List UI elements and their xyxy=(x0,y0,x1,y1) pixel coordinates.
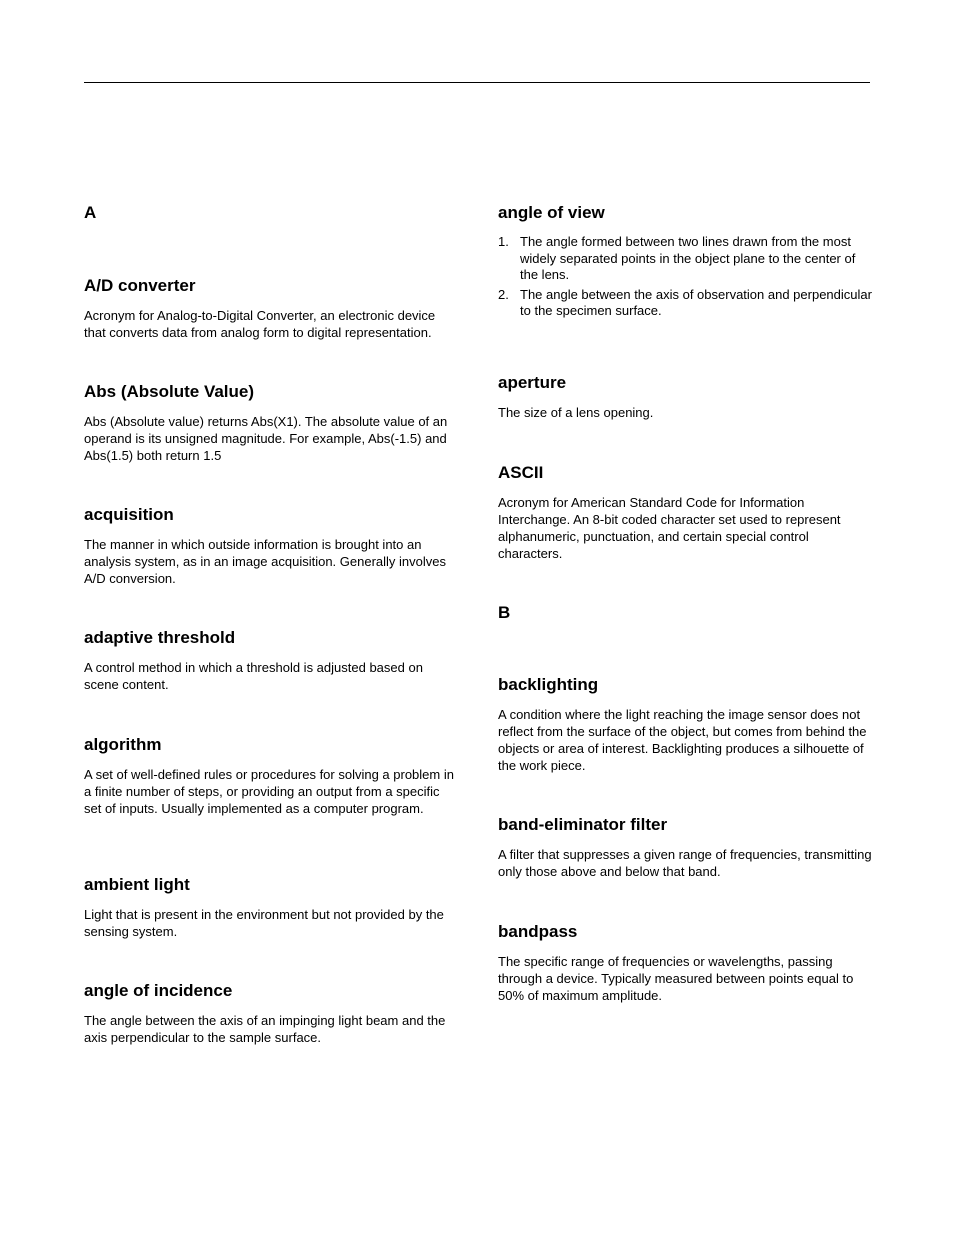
glossary-definition: Acronym for Analog-to-Digital Converter, an electronic device that converts data from analog form to digital representation. xyxy=(84,308,436,340)
glossary-entry xyxy=(84,382,458,464)
glossary-entry xyxy=(84,628,458,693)
section-letter-b xyxy=(498,603,872,623)
list-number: 2. xyxy=(498,286,509,302)
glossary-definition: Abs (Absolute value) returns Abs(X1). The absolute value of an operand is its unsigned magnitude. For example, Abs(-1.5) and Abs(1.5) both return 1.5 xyxy=(84,414,448,463)
glossary-entry xyxy=(498,922,872,1004)
glossary-entry xyxy=(84,735,458,817)
glossary-entry xyxy=(498,675,872,774)
definition-list-item xyxy=(498,234,872,284)
glossary-definition: Acronym for American Standard Code for Information Interchange. An 8-bit coded character set used to represent alphanumeric, punctuation, and certain special control characters. xyxy=(498,495,841,561)
glossary-definition: The specific range of frequencies or wavelengths, passing through a device. Typically measured between points equal to 50% of maximum amplitude. xyxy=(498,954,854,1003)
glossary-entry xyxy=(84,276,458,341)
glossary-term: adaptive threshold xyxy=(84,628,236,647)
glossary-entry xyxy=(84,981,458,1046)
glossary-term: algorithm xyxy=(84,735,162,754)
glossary-term: bandpass xyxy=(498,922,578,941)
glossary-definition: The size of a lens opening. xyxy=(498,405,654,420)
glossary-term: band-eliminator filter xyxy=(498,815,668,834)
glossary-definition: A condition where the light reaching the image sensor does not reflect from the surface of the object, but comes from behind the objects or area of interest. Backlighting produces a silhouette of the work piece. xyxy=(498,707,867,773)
glossary-definition: Light that is present in the environment but not provided by the sensing system. xyxy=(84,907,444,939)
definition-list-item xyxy=(498,287,872,320)
glossary-definition: A filter that suppresses a given range of frequencies, transmitting only those above and below that band. xyxy=(498,847,872,879)
glossary-term: A/D converter xyxy=(84,276,196,295)
glossary-definition: The angle between the axis of an impinging light beam and the axis perpendicular to the sample surface. xyxy=(84,1013,446,1045)
section-letter: A xyxy=(84,203,97,222)
section-letter: B xyxy=(498,603,511,622)
glossary-definition: A control method in which a threshold is adjusted based on scene content. xyxy=(84,660,423,692)
glossary-term: backlighting xyxy=(498,675,599,694)
glossary-term: ambient light xyxy=(84,875,190,894)
glossary-term: Abs (Absolute Value) xyxy=(84,382,255,401)
glossary-entry xyxy=(498,463,872,562)
glossary-term: aperture xyxy=(498,373,567,392)
definition-list xyxy=(498,234,872,320)
list-item-text: The angle formed between two lines drawn from the most widely separated points in the object plane to the center of the lens. xyxy=(520,234,856,282)
glossary-term: ASCII xyxy=(498,463,544,482)
glossary-definition: The manner in which outside information is brought into an analysis system, as in an image acquisition. Generally involves A/D conversion. xyxy=(84,537,447,586)
glossary-term: acquisition xyxy=(84,505,174,524)
list-item-text: The angle between the axis of observation and perpendicular to the specimen surface. xyxy=(520,286,872,318)
glossary-entry xyxy=(84,875,458,940)
glossary-entry xyxy=(498,815,872,880)
section-letter-a xyxy=(84,203,458,223)
header-rule xyxy=(84,82,870,83)
glossary-definition: A set of well-defined rules or procedures for solving a problem in a finite number of steps, or providing an output from a specific set of inputs. Usually implemented as a computer program. xyxy=(84,767,454,816)
glossary-entry xyxy=(498,373,872,421)
glossary-entry xyxy=(84,505,458,587)
glossary-term: angle of incidence xyxy=(84,981,233,1000)
glossary-entry xyxy=(498,203,872,323)
glossary-term: angle of view xyxy=(498,203,605,222)
list-number: 1. xyxy=(498,234,509,249)
